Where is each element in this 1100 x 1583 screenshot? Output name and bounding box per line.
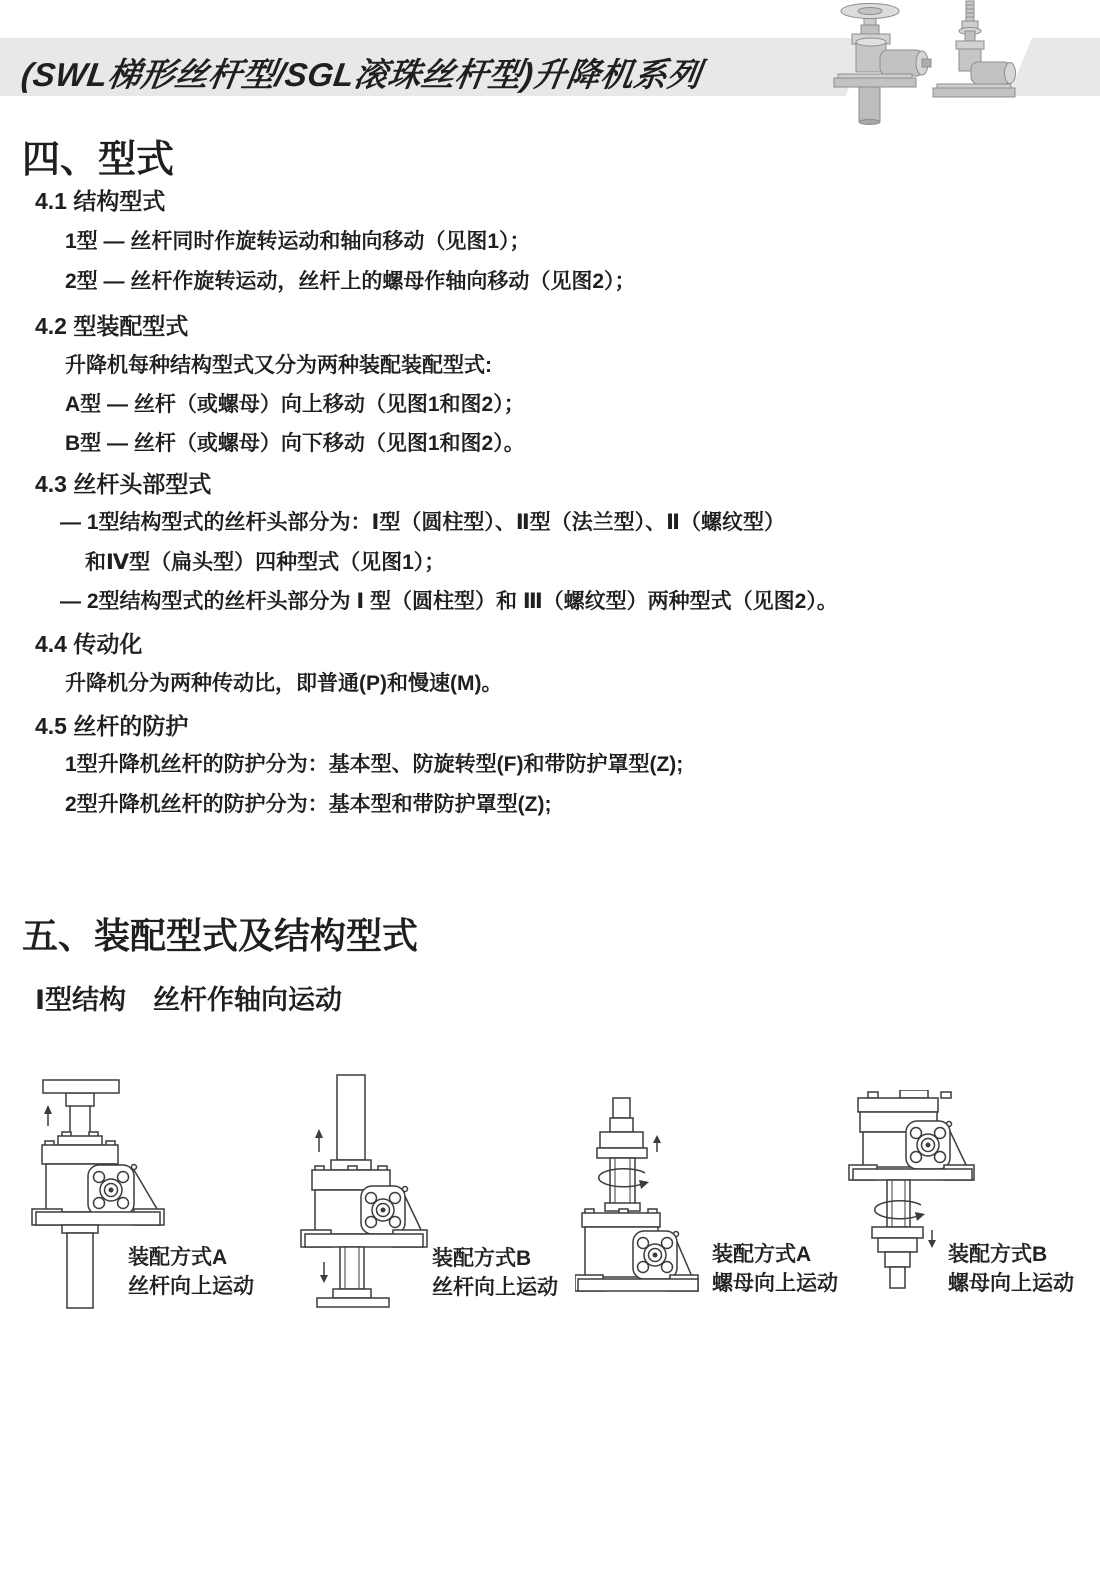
up-arrow-icon [44,1105,52,1126]
subsection-4-1-heading: 4.1 结构型式 [35,188,166,214]
body-line: 升降机每种结构型式又分为两种装配装配型式: [65,354,492,377]
down-arrow-icon [928,1230,936,1248]
subsection-4-2-heading: 4.2 型装配型式 [35,313,189,339]
subsection-4-5-heading: 4.5 丝杆的防护 [35,713,189,739]
caption-line: 螺母向上运动 [712,1272,838,1295]
banner-title: (SWL梯形丝杆型/SGL滚珠丝杆型)升降机系列 [19,56,704,93]
screw-jack-line-drawing [575,1086,707,1298]
header-banner-band-right [1008,38,1100,96]
down-arrow-icon [320,1262,328,1283]
subsection-4-3-heading: 4.3 丝杆头部型式 [35,471,212,497]
section5-subheading: Ⅰ型结构 丝杆作轴向运动 [35,985,343,1015]
caption-line: 螺母向上运动 [948,1272,1074,1295]
up-arrow-icon [653,1135,661,1152]
body-line: B型 — 丝杆（或螺母）向下移动（见图1和图2）。 [65,432,525,455]
figure-caption [948,1240,1074,1298]
body-line: 升降机分为两种传动比，即普通(P)和慢速(M)。 [65,672,503,695]
body-line: 1型 — 丝杆同时作旋转运动和轴向移动（见图1）； [65,230,531,253]
caption-line: 丝杆向上运动 [432,1276,558,1299]
screw-jack-product-image [818,0,1018,128]
screw-jack-line-drawing [295,1072,435,1308]
figure-assembly-b-screw [295,1072,435,1308]
figure-caption [128,1243,254,1301]
page-content [0,130,1100,1016]
caption-line: 装配方式B [432,1247,532,1270]
body-line: 2型升降机丝杆的防护分为：基本型和带防护罩型(Z); [65,793,552,816]
body-line: A型 — 丝杆（或螺母）向上移动（见图1和图2）； [65,393,525,416]
body-line: 1型升降机丝杆的防护分为：基本型、防旋转型(F)和带防护罩型(Z); [65,753,684,776]
body-line: 和Ⅳ型（扁头型）四种型式（见图1）； [85,551,446,574]
page-header [0,0,1100,132]
body-line: — 2型结构型式的丝杆头部分为 Ⅰ 型（圆柱型）和 Ⅲ（螺纹型）两种型式（见图2）。 [60,590,838,613]
body-line: 2型 — 丝杆作旋转运动，丝杆上的螺母作轴向移动（见图2）； [65,270,636,293]
figure-caption [432,1244,558,1302]
body-line: — 1型结构型式的丝杆头部分为：Ⅰ型（圆柱型）、Ⅱ型（法兰型）、Ⅱ（螺纹型） [60,511,785,534]
figure-caption [712,1240,838,1298]
caption-line: 丝杆向上运动 [128,1275,254,1298]
caption-line: 装配方式B [948,1243,1048,1266]
section4-heading: 四、型式 [22,139,175,181]
caption-line: 装配方式A [128,1246,228,1269]
subsection-4-4-heading: 4.4 传动化 [35,631,143,657]
figure-assembly-a-nut [575,1086,707,1298]
caption-line: 装配方式A [712,1243,812,1266]
section5-heading: 五、装配型式及结构型式 [22,915,419,956]
up-arrow-icon [315,1129,323,1152]
